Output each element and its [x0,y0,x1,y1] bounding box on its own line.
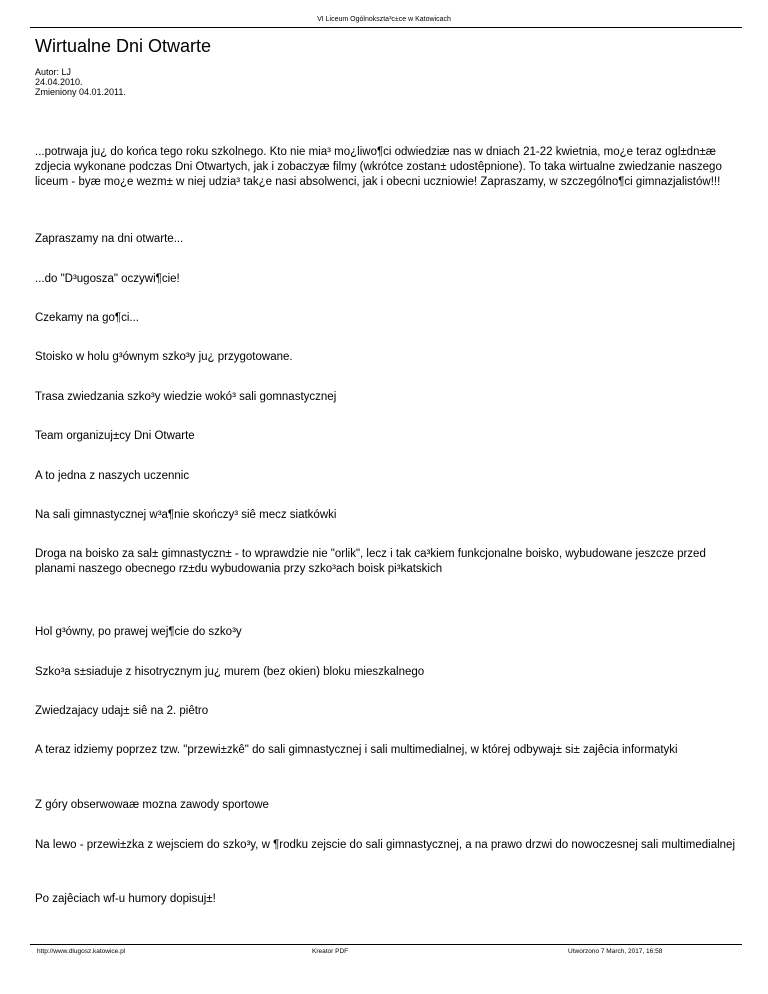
author-line: Autor: LJ [35,67,72,77]
photo-caption: A teraz idziemy poprzez tzw. "przewi±zkê" do sali gimnastycznej i sali multimedialnej, w której odbywaj± si± zajêcia informatyki [35,744,678,756]
photo-caption: Zwiedzajacy udaj± siê na 2. piêtro [35,705,209,717]
photo-caption: Na sali gimnastycznej w³a¶nie skończy³ siê mecz siatkówki [35,509,337,521]
photo-caption: ...do "D³ugosza" oczywi¶cie! [35,273,180,285]
footer-rule [30,944,742,945]
footer-url: http://www.dlugosz.katowice.pl [37,948,126,955]
running-header: VI Liceum Ogólnokszta³c±ce w Katowicach [317,16,451,23]
photo-caption: Hol g³ówny, po prawej wej¶cie do szko³y [35,626,242,638]
photo-caption: Po zajêciach wf-u humory dopisuj±! [35,893,216,905]
intro-paragraph: ...potrwaja ju¿ do końca tego roku szkolnego. Kto nie mia³ mo¿liwo¶ci odwiedziæ nas w dniach 21-22 kwietnia, mo¿e teraz ogl±dn±æ zdjecia wykonane podczas Dni Otwartych, jak i zobaczyæ filmy (wkrótce zostan± udostêpnione). To taka wirtualne zwiedzanie naszego liceum - byæ mo¿e wezm± w niej udzia³ tak¿e nasi absolwenci, jak i obecni uczniowie! Zapraszamy, w szczególno¶ci gimnazjalistów!!! [35,146,722,188]
publish-date: 24.04.2010. [35,77,83,87]
header-rule [30,27,742,28]
photo-caption: Zapraszamy na dni otwarte... [35,233,184,245]
photo-caption: Stoisko w holu g³ównym szko³y ju¿ przygotowane. [35,351,293,363]
photo-caption: Czekamy na go¶ci... [35,312,139,324]
photo-caption: Szko³a s±siaduje z hisotrycznym ju¿ murem (bez okien) bloku mieszkalnego [35,666,425,678]
footer-created-date: Utworzono 7 March, 2017, 16:58 [568,948,663,955]
footer-generator: Kreator PDF [312,948,349,955]
photo-caption: Na lewo - przewi±zka z wejsciem do szko³y, w ¶rodku zejscie do sali gimnastycznej, a na prawo drzwi do nowoczesnej sali multimedialnej [35,839,735,851]
photo-caption: A to jedna z naszych uczennic [35,470,190,482]
photo-caption: Z góry obserwowaæ mozna zawody sportowe [35,799,269,811]
article-title: Wirtualne Dni Otwarte [35,36,212,56]
photo-caption: Team organizuj±cy Dni Otwarte [35,430,195,442]
modified-date: Zmieniony 04.01.2011. [35,87,126,97]
photo-caption: Trasa zwiedzania szko³y wiedzie wokó³ sali gomnastycznej [35,391,337,403]
photo-caption: Droga na boisko za sal± gimnastyczn± - to wprawdzie nie "orlik", lecz i tak ca³kiem funkcjonalne boisko, wybudowane jeszcze przed planami naszego obecnego rz±du wybudowania przy szko³ach boisk pi³katskich [35,548,706,575]
article-meta [35,67,126,97]
